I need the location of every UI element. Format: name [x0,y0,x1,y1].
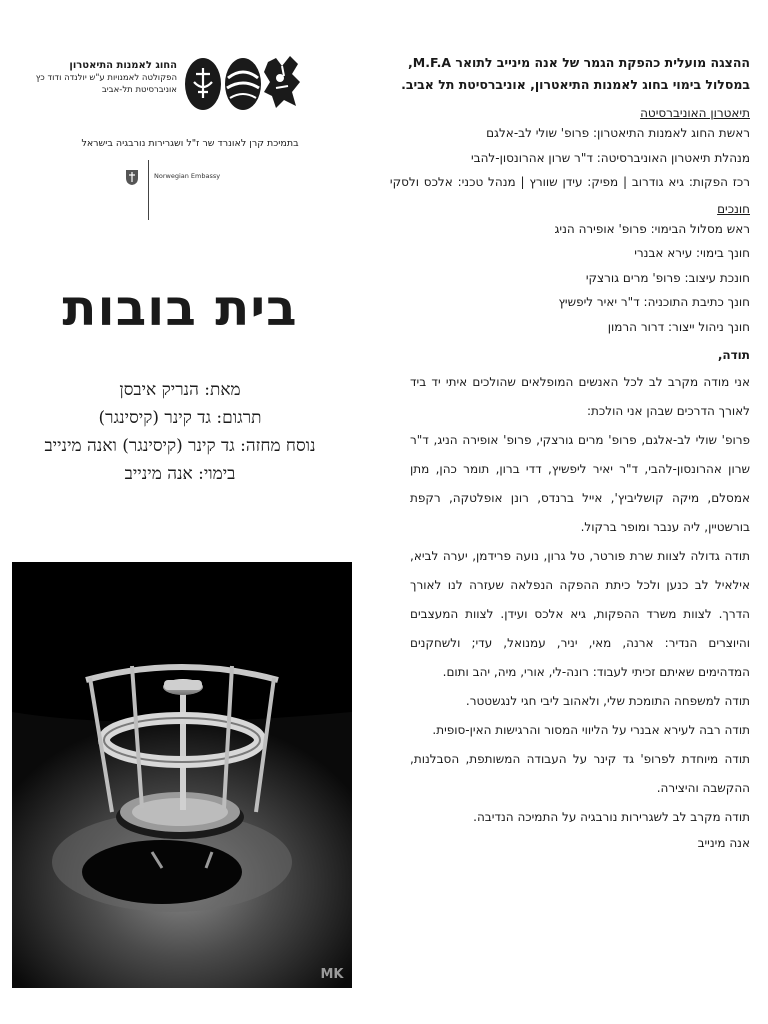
playground-carousel-image [12,562,352,988]
photo-watermark: MK [320,967,344,982]
program-column [389,52,750,851]
department-logo-text [0,60,177,96]
author-credit: מאת: הנריק איבסן [119,380,241,400]
headline-line-2: במסלול בימוי בחוג לאמנות התיאטרון, אוניברסיטת תל אביב. [401,77,750,92]
version-credit: נוסח מחזה: גד קינר (קיסינגר) ואנה מינייב [44,436,316,456]
thanks-paragraph: אני מודה מקרב לב לכל האנשים המופלאים שהולכים איתי יד ביד לאורך הדרכים שבהן אני הולכת: [410,375,750,419]
thanks-title: תודה, [717,347,750,362]
thanks-paragraph: תודה רבה לעירא אבנרי על הליווי המסור והרגישות האין-סופית. [432,723,750,738]
play-title: בית בובות [62,279,298,337]
thanks-paragraph: פרופ' שולי לב-אלגם, פרופ' מרים גורצקי, פרופ' אופירה הניג, ד"ר שרון אהרונסון-להבי, ד"ר יאיר ליפשיץ, דדי ברון, תומר כהן, מתן אמסלם, מיקה קושליביץ', אייל ברנדס, רונן אופלטקה, רקפת בורשטיין, ליה ענבר ומופר ברקול. [410,433,750,535]
theatre-circle-icon [224,52,262,112]
embassy-divider [148,160,149,220]
norway-crest-icon [124,168,140,186]
department-name: החוג לאמנות התיאטרון [69,60,177,71]
headline-line-1: ההצגה מועלית כהפקת הגמר של אנה מינייב לתואר M.F.A, [408,55,750,70]
theatre-line: ראשת החוג לאמנות התיאטרון: פרופ' שולי לב-אלגם [486,126,750,141]
dancing-figure-icon [262,52,302,112]
theatre-line: מנהלת תיאטרון האוניברסיטה: ד"ר שרון אהרונסון-להבי [470,150,750,165]
thanks-paragraph: תודה גדולה לצוות שרת פורטר, טל גרון, נועה פרידמן, יערה לביא, אילאיל לב כנען ולכל כיתת ההפקה הנפלאה שעזרה לנו לאורך הדרך. לצוות משרד ההפקות, גיא אלכס ועידן. לצוות המעצבים והיוצרים הנדיר: ארנה, מאי, יניר, עמנואל, עדי; ולשחקנים המדהימים שאיתם זכיתי לעבוד: רונה-לי, אורי, מיה, יהב ותום. [410,549,750,680]
mentor-line: חונך בימוי: עירא אבנרי [634,246,750,261]
university-name: אוניברסיטת תל-אביב [101,85,177,95]
thanks-paragraph: תודה מיוחדת לפרופ' גד קינר על העבודה המשותפת, הסבלנות, ההקשבה והיצירה. [410,752,750,796]
program-headline [401,52,750,96]
thanks-paragraph: תודה למשפחה התומכת שלי, ולאהוב ליבי חגי לנגשטטר. [465,694,750,709]
mentor-line: חונך כתיבת התוכניה: ד"ר יאיר ליפשיץ [558,295,750,310]
director-credit: בימוי: אנה מינייב [124,464,236,484]
support-text: בתמיכת קרן לאונרד שר ז"ל ושגרירות נורבגיה בישראל [81,138,299,149]
theatre-line: רכז הפקות: גיא גודרוב | מפיק: עידן שוורץ | מנהל טכני: אלכס ולסקי [389,175,750,190]
mentor-line: חונכת עיצוב: פרופ' מרים גורצקי [585,270,750,285]
mentor-line: ראש מסלול הבימוי: פרופ' אופירה הניג [554,221,750,236]
logo-strip [35,48,305,128]
mentors-section-title: חונכים [717,201,750,216]
faculty-name: הפקולטה לאמנויות ע"ש יולנדה ודוד כץ [35,73,177,83]
tau-emblem-icon [184,52,222,112]
mentor-line: חונך ניהול ייצור: דרור הרמון [607,319,750,334]
thanks-paragraph: תודה מקרב לב לשגרירות נורבגיה על התמיכה הנדיבה. [473,810,750,825]
translation-credit: תרגום: גד קינר (קיסינגר) [98,408,262,428]
theatre-section-title: תיאטרון האוניברסיטה [640,106,750,120]
embassy-name: Norwegian Embassy [154,172,221,180]
embassy-logo [124,160,244,220]
play-credits [30,376,330,488]
signature: אנה מינייב [697,836,750,851]
